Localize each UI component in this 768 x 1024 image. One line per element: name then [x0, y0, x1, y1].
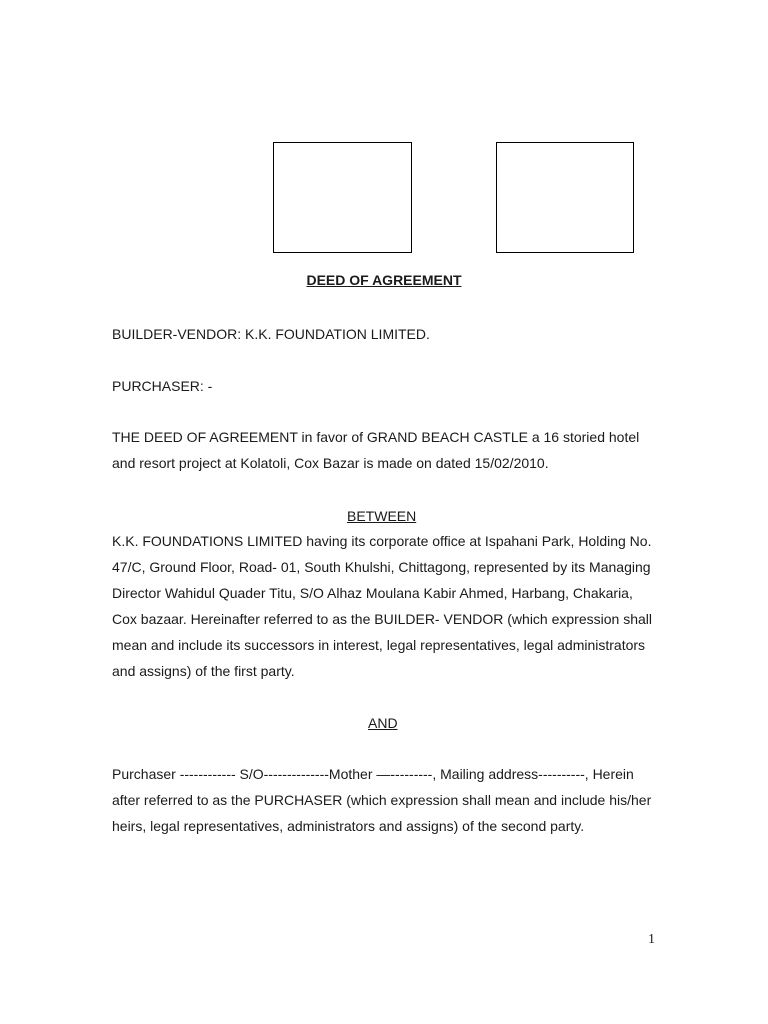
document-title-text: DEED OF AGREEMENT — [306, 272, 462, 288]
and-heading: AND — [368, 715, 398, 731]
between-heading: BETWEEN — [347, 508, 417, 524]
builder-vendor-line: BUILDER-VENDOR: K.K. FOUNDATION LIMITED. — [112, 326, 430, 342]
page-number: 1 — [648, 932, 655, 947]
builder-photo-box — [496, 142, 634, 253]
first-party-paragraph: K.K. FOUNDATIONS LIMITED having its corporate office at Ispahani Park, Holding No. 47/C, Ground Floor, Road- 01, South Khulshi, Chittagong, represented by its Managing Director Wahidul Quader Titu, S/O Alhaz Moulana Kabir Ahmed, Harbang, Chakaria, Cox bazaar. Hereinafter referred to as the BUILDER- VENDOR (which expression shall mean and include its successors in interest, legal representatives, legal administrators and assigns) of the first party. — [112, 533, 652, 679]
intro-paragraph: THE DEED OF AGREEMENT in favor of GRAND BEACH CASTLE a 16 storied hotel and resort project at Kolatoli, Cox Bazar is made on dated 15/02/2010. — [112, 429, 640, 471]
document-title — [0, 272, 768, 288]
purchaser-line: PURCHASER: - — [112, 378, 213, 394]
purchaser-photo-box — [273, 142, 412, 253]
second-party-paragraph: Purchaser ------------ S/O--------------Mother —---------, Mailing address----------, Herein after referred to as the PURCHASER (which expression shall mean and include his/her heirs, legal representatives, administrators and assigns) of the second party. — [112, 766, 652, 834]
